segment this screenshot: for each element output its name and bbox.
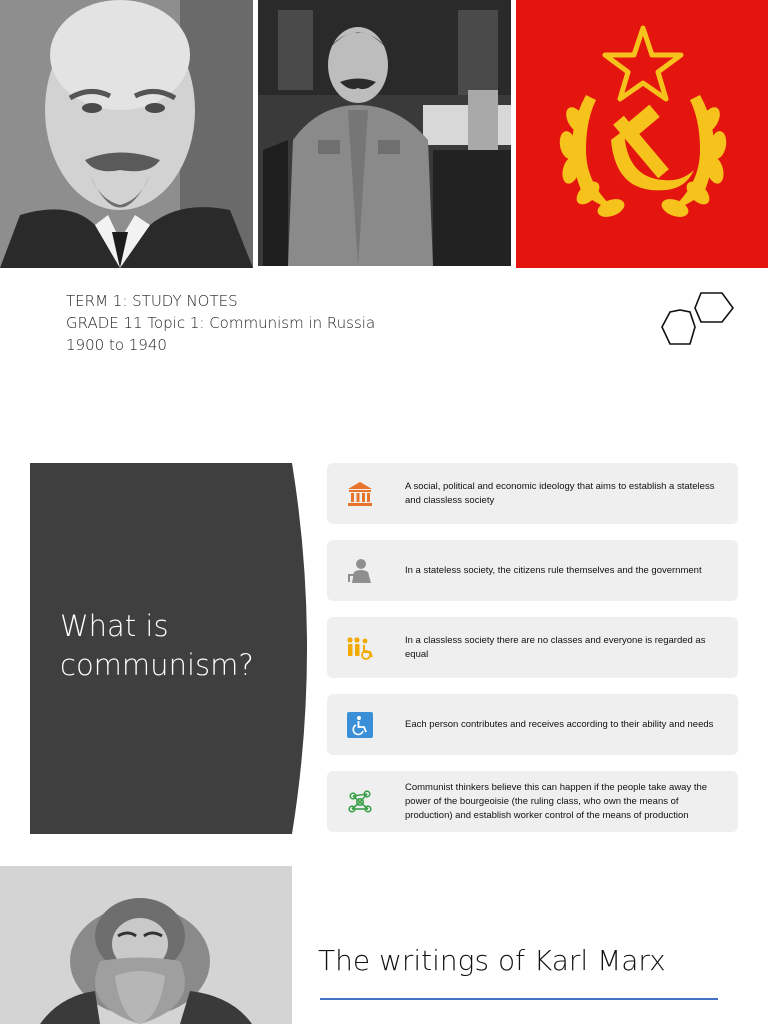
karl-marx-portrait-photo bbox=[0, 866, 292, 1024]
heading-underline-divider bbox=[320, 998, 718, 1000]
title-term-line: TERM 1: STUDY NOTES bbox=[66, 292, 238, 310]
definition-card-4 bbox=[327, 694, 738, 755]
card-text: In a classless society there are no classes and everyone is regarded as equal bbox=[405, 634, 706, 660]
card-text: In a stateless society, the citizens rule themselves and the government bbox=[405, 564, 702, 576]
lenin-portrait-illustration bbox=[0, 0, 253, 268]
document-title-block bbox=[66, 290, 375, 356]
hexagon-decoration-icon bbox=[658, 290, 738, 350]
communism-slide-title bbox=[60, 607, 254, 685]
card-text: Each person contributes and receives according to their ability and needs bbox=[405, 718, 714, 730]
definition-card-1 bbox=[327, 463, 738, 524]
stalin-portrait-illustration bbox=[258, 0, 511, 266]
definition-card-2 bbox=[327, 540, 738, 601]
karl-marx-heading: The writings of Karl Marx bbox=[318, 944, 666, 977]
title-period-line: 1900 to 1940 bbox=[66, 336, 167, 354]
soviet-emblem-image bbox=[516, 0, 768, 268]
people-icon bbox=[345, 633, 375, 663]
building-icon bbox=[345, 479, 375, 509]
stalin-portrait-photo bbox=[258, 0, 511, 266]
hammer-sickle-emblem-icon bbox=[516, 0, 768, 268]
cropped-body-text-fragment bbox=[330, 1016, 730, 1024]
person-presenting-icon bbox=[345, 556, 375, 586]
communism-title-line-1: What is bbox=[60, 609, 169, 643]
definition-card-3 bbox=[327, 617, 738, 678]
title-grade-topic-line: GRADE 11 Topic 1: Communism in Russia bbox=[66, 314, 376, 332]
accessibility-icon bbox=[345, 710, 375, 740]
card-text: Communist thinkers believe this can happen if the people take away the power of the bourgeoisie (the ruling class, who own the means of production) and establish worker control of the means of production bbox=[405, 781, 708, 821]
network-icon bbox=[345, 787, 375, 817]
definition-card-5 bbox=[327, 771, 738, 832]
lenin-portrait-photo bbox=[0, 0, 253, 268]
karl-marx-portrait-illustration bbox=[0, 866, 292, 1024]
card-text: A social, political and economic ideology that aims to establish a stateless and classless society bbox=[405, 480, 715, 506]
communism-title-line-2: communism? bbox=[60, 648, 254, 682]
